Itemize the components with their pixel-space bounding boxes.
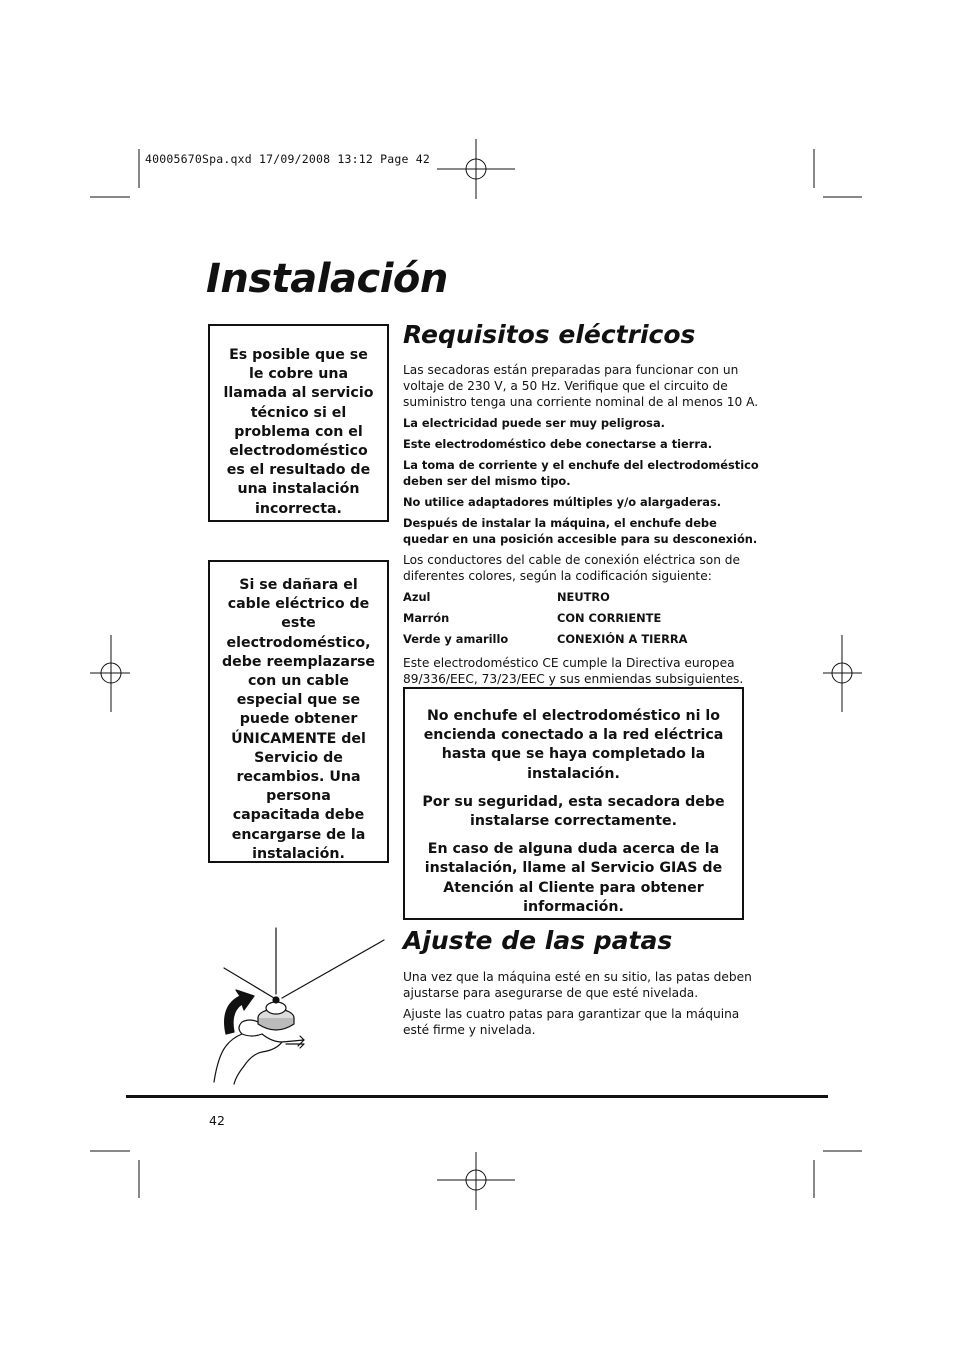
colors-intro: Los conductores del cable de conexión eléctrica son de diferentes colores, según la codificación siguiente: — [403, 553, 741, 583]
power-cable-notice — [208, 560, 389, 863]
warning-line: Este electrodoméstico debe conectarse a tierra. — [403, 437, 713, 451]
foot-adjust-illustration — [196, 926, 391, 1086]
notice-line: Por su seguridad, esta secadora debe instalarse correctamente. — [422, 793, 725, 830]
table-row — [403, 589, 763, 610]
wire-color: Azul — [403, 590, 431, 604]
feet-paragraph: Ajuste las cuatro patas para garantizar que la máquina esté firme y nivelada. — [403, 1007, 740, 1037]
notice-line: No enchufe el electrodoméstico ni lo encienda conectado a la red eléctrica hasta que se haya completado la instalación. — [423, 708, 724, 782]
feet-paragraph: Una vez que la máquina esté en su sitio, las patas deben ajustarse para asegurarse de que esté nivelada. — [403, 970, 752, 1000]
warning-line: La toma de corriente y el enchufe del electrodoméstico deben ser del mismo tipo. — [403, 458, 759, 488]
notice-line: En caso de alguna duda acerca de la instalación, llame al Servicio GIAS de Atención al Cliente para obtener información. — [424, 841, 723, 915]
wire-color: Verde y amarillo — [403, 632, 509, 646]
power-cable-text: Si se dañara el cable eléctrico de este electrodoméstico, debe reemplazarse con un cable especial que se puede obtener ÚNICAMENTE del Servicio de recambios. Una persona capacitada debe encargarse de la instalación. — [222, 577, 376, 862]
page-number: 42 — [209, 1113, 225, 1128]
service-call-text: Es posible que se le cobre una llamada al servicio técnico si el problema con el electrodoméstico es el resultado de una instalación incorrecta. — [223, 347, 374, 517]
service-call-notice — [208, 324, 389, 522]
table-row — [403, 610, 763, 631]
wire-meaning: NEUTRO — [557, 590, 610, 604]
electrical-heading: Requisitos eléctricos — [403, 320, 696, 349]
warning-line: No utilice adaptadores múltiples y/o alargaderas. — [403, 495, 722, 509]
directive-text: Este electrodoméstico CE cumple la Directiva europea 89/336/EEC, 73/23/EEC y sus enmiendas subsiguientes. — [403, 656, 744, 686]
electrical-intro: Las secadoras están preparadas para funcionar con un voltaje de 230 V, a 50 Hz. Verifique que el circuito de suministro tenga una corriente nominal de al menos 10 A. — [403, 363, 759, 409]
wire-color-table — [403, 589, 763, 652]
table-row — [403, 631, 763, 652]
page-title: Instalación — [206, 256, 448, 302]
wire-meaning: CONEXIÓN A TIERRA — [557, 632, 688, 646]
warning-line: La electricidad puede ser muy peligrosa. — [403, 416, 665, 430]
feet-section — [403, 969, 763, 1043]
wire-meaning: CON CORRIENTE — [557, 611, 662, 625]
installation-warning-box — [403, 687, 744, 920]
footer-rule — [126, 1095, 828, 1098]
file-slug: 40005670Spa.qxd 17/09/2008 13:12 Page 42 — [145, 152, 430, 166]
wire-color: Marrón — [403, 611, 450, 625]
electrical-section — [403, 362, 763, 692]
warning-line: Después de instalar la máquina, el enchufe debe quedar en una posición accesible para su desconexión. — [403, 516, 758, 546]
feet-heading: Ajuste de las patas — [403, 926, 673, 955]
